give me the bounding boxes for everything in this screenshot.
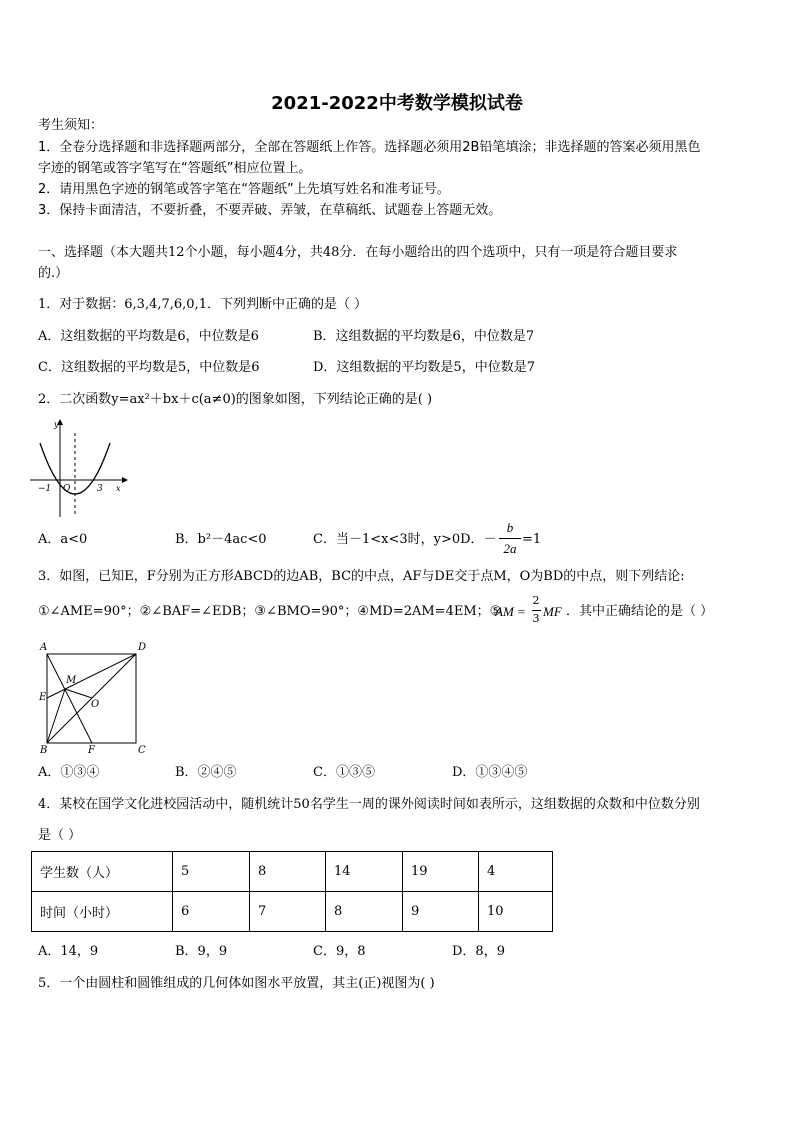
q1-option-b: B．这组数据的平均数是6，中位数是7 bbox=[313, 329, 535, 344]
q2-fraction-denominator: 2a bbox=[503, 541, 517, 556]
q2-parabola-graph bbox=[30, 415, 130, 520]
notice-line-1: 1．全卷分选择题和非选择题两部分，全部在答题纸上作答。选择题必须用2B铅笔填涂；非选择题的答案必须用黑色 bbox=[38, 140, 701, 155]
q3-conclusion-tail: ．其中正确结论的是（ ） bbox=[566, 604, 714, 619]
graph-label-3: 3 bbox=[97, 484, 103, 494]
table-cell: 9 bbox=[403, 892, 479, 932]
figure-label-f: F bbox=[88, 745, 95, 755]
table-cell: 时间（小时） bbox=[32, 892, 173, 932]
table-cell: 8 bbox=[250, 852, 326, 892]
q2-fraction-bar bbox=[499, 538, 521, 539]
table-row bbox=[32, 852, 553, 892]
table-cell: 5 bbox=[173, 852, 250, 892]
figure-label-b: B bbox=[40, 745, 48, 755]
q1-stem: 1．对于数据：6,3,4,7,6,0,1．下列判断中正确的是（ ） bbox=[38, 297, 368, 312]
q3-option-d: D．①③④⑤ bbox=[452, 765, 528, 780]
q2-option-a: A．a<0 bbox=[38, 532, 88, 547]
q5-stem: 5．一个由圆柱和圆锥组成的几何体如图水平放置，其主(正)视图为( ) bbox=[38, 976, 435, 991]
q3-conclusion-5-am: AM = bbox=[495, 604, 526, 619]
notice-heading: 考生须知： bbox=[38, 118, 104, 133]
notice-line-3: 2．请用黑色字迹的钢笔或答字笔在“答题纸”上先填写姓名和准考证号。 bbox=[38, 182, 450, 197]
q3-conclusion-5-mf: MF bbox=[543, 604, 562, 619]
q3-stem: 3．如图，已知E，F分别为正方形ABCD的边AB，BC的中点，AF与DE交于点M，O为BD的中点，则下列结论: bbox=[38, 569, 685, 584]
q2-option-d-tail: =1 bbox=[522, 532, 542, 547]
table-cell: 4 bbox=[479, 852, 553, 892]
section-heading-line-2: 的.） bbox=[38, 266, 69, 281]
notice-line-2: 字迹的钢笔或答字笔写在“答题纸”相应位置上。 bbox=[38, 161, 312, 176]
q4-option-a: A．14，9 bbox=[38, 944, 99, 959]
q3-conclusions: ①∠AME=90°；②∠BAF=∠EDB；③∠BMO=90°；④MD=2AM=4EM；⑤ bbox=[38, 604, 502, 619]
figure-label-a: A bbox=[40, 642, 48, 653]
x-axis-arrow bbox=[122, 477, 128, 483]
q4-option-d: D．8，9 bbox=[452, 944, 505, 959]
q3-option-a: A．①③④ bbox=[38, 765, 100, 780]
table-cell: 6 bbox=[173, 892, 250, 932]
graph-label-neg1: −1 bbox=[38, 484, 52, 494]
figure-label-e: E bbox=[39, 692, 47, 703]
graph-label-x: x bbox=[116, 484, 121, 493]
q4-stem-line-2: 是（ ） bbox=[38, 828, 82, 843]
table-cell: 10 bbox=[479, 892, 553, 932]
segment-af bbox=[47, 654, 92, 743]
q2-fraction-numerator: b bbox=[506, 520, 514, 535]
table-cell: 14 bbox=[326, 852, 403, 892]
q4-reading-time-table bbox=[31, 851, 553, 932]
q2-option-c-d: C．当－1<x<3时，y>0D．－ bbox=[313, 532, 497, 547]
q3-fraction-numerator: 2 bbox=[532, 594, 540, 607]
notice-line-4: 3．保持卡面清洁，不要折叠，不要弄破、弄皱，在草稿纸、试题卷上答题无效。 bbox=[38, 203, 502, 218]
section-heading-line-1: 一、选择题（本大题共12个小题，每小题4分，共48分．在每小题给出的四个选项中，只有一项是符合题目要求 bbox=[38, 245, 678, 260]
q1-option-c: C．这组数据的平均数是5，中位数是6 bbox=[38, 360, 260, 375]
table-cell: 8 bbox=[326, 892, 403, 932]
q2-option-b: B．b²－4ac<0 bbox=[175, 532, 267, 547]
q1-option-a: A．这组数据的平均数是6，中位数是6 bbox=[38, 329, 259, 344]
figure-label-o: O bbox=[91, 699, 100, 710]
figure-label-m: M bbox=[66, 675, 77, 686]
q3-option-b: B．②④⑤ bbox=[175, 765, 237, 780]
q2-stem: 2．二次函数y=ax²＋bx＋c(a≠0)的图象如图，下列结论正确的是( ) bbox=[38, 392, 433, 407]
figure-label-c: C bbox=[138, 745, 146, 755]
table-cell: 学生数（人） bbox=[32, 852, 173, 892]
table-cell: 19 bbox=[403, 852, 479, 892]
q3-option-c: C．①③⑤ bbox=[313, 765, 375, 780]
figure-label-d: D bbox=[138, 642, 147, 653]
segment-de bbox=[47, 654, 136, 698]
q4-option-b: B．9，9 bbox=[175, 944, 228, 959]
q1-option-d: D．这组数据的平均数是5，中位数是7 bbox=[313, 360, 535, 375]
table-row bbox=[32, 892, 553, 932]
q4-stem-line-1: 4．某校在国学文化进校园活动中，随机统计50名学生一周的课外阅读时间如表所示，这组数据的众数和中位数分别 bbox=[38, 797, 700, 812]
q3-fraction-denominator: 3 bbox=[532, 612, 540, 625]
q3-square-figure bbox=[36, 640, 161, 755]
graph-label-y: y bbox=[54, 420, 59, 429]
graph-label-origin: O bbox=[63, 484, 71, 494]
table-cell: 7 bbox=[250, 892, 326, 932]
q4-option-c: C．9，8 bbox=[313, 944, 366, 959]
page-title: 2021-2022中考数学模拟试卷 bbox=[271, 93, 523, 114]
